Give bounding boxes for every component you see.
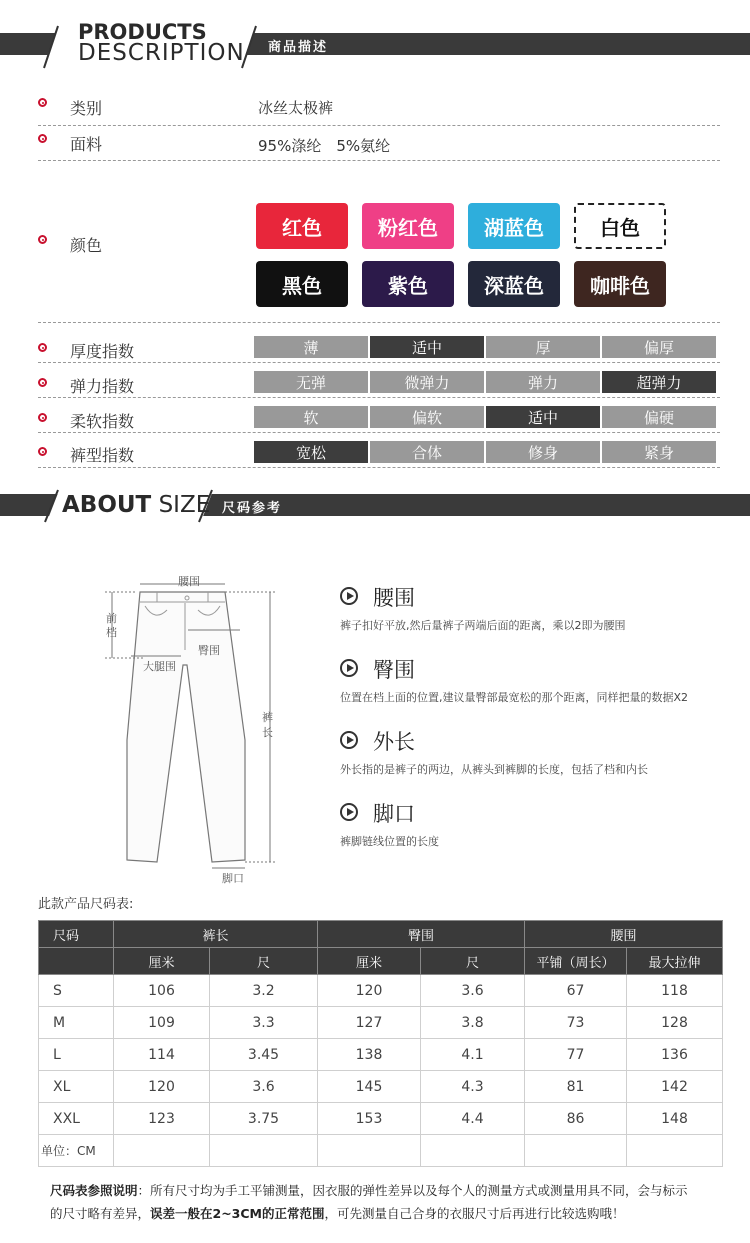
bullet-icon — [38, 343, 47, 352]
index-option: 厚 — [486, 336, 600, 358]
th-sub: 尺 — [421, 948, 525, 975]
divider — [38, 362, 720, 363]
note-text: 的尺寸略有差异， — [50, 1206, 151, 1221]
play-icon — [340, 803, 358, 821]
note-text: ，可先测量自己合身的衣服尺寸后再进行比较选购哦！ — [324, 1206, 625, 1221]
table-row — [39, 1039, 723, 1071]
index-option: 弹力 — [486, 371, 600, 393]
size-header-title-bold: ABOUT — [62, 492, 152, 518]
th-size: 尺码 — [39, 921, 114, 948]
table-row — [39, 1007, 723, 1039]
header-title-description: DESCRIPTION — [78, 40, 245, 66]
note-line-2 — [50, 1204, 625, 1222]
cell: 4.4 — [421, 1103, 525, 1135]
divider — [38, 160, 720, 161]
table-header-row — [39, 921, 723, 948]
cell: 4.3 — [421, 1071, 525, 1103]
cell: 77 — [525, 1039, 627, 1071]
index-bar — [254, 441, 716, 463]
cell: 3.6 — [210, 1071, 318, 1103]
table-row — [39, 975, 723, 1007]
cell: 73 — [525, 1007, 627, 1039]
th-hip: 臀围 — [318, 921, 525, 948]
color-swatch-white[interactable]: 白色 — [574, 203, 666, 249]
color-swatch-coffee[interactable]: 咖啡色 — [574, 261, 666, 307]
cell: 109 — [114, 1007, 210, 1039]
cell: 106 — [114, 975, 210, 1007]
index-label: 厚度指数 — [70, 342, 135, 361]
pants-label-rise: 前档 — [106, 612, 117, 639]
cell: 128 — [627, 1007, 723, 1039]
size-header-title — [62, 494, 210, 517]
header-title-products: PRODUCTS — [78, 20, 207, 44]
cell: 4.1 — [421, 1039, 525, 1071]
note-bold: 误差一般在2~3CM的正常范围 — [150, 1206, 325, 1221]
cell: 67 — [525, 975, 627, 1007]
cell: XXL — [39, 1103, 114, 1135]
index-option: 薄 — [254, 336, 368, 358]
bullet-icon — [38, 413, 47, 422]
table-caption: 此款产品尺码表: — [38, 897, 134, 912]
index-option: 偏软 — [370, 406, 484, 428]
pants-label-length: 裤长 — [262, 711, 273, 739]
cell: 3.2 — [210, 975, 318, 1007]
attr-label: 类别 — [70, 99, 103, 118]
bullet-icon — [38, 378, 47, 387]
table-row — [39, 1103, 723, 1135]
color-swatch-black[interactable]: 黑色 — [256, 261, 348, 307]
cell: 3.6 — [421, 975, 525, 1007]
color-swatch-pink[interactable]: 粉红色 — [362, 203, 454, 249]
cell: 120 — [114, 1071, 210, 1103]
cell: 123 — [114, 1103, 210, 1135]
cell — [318, 1135, 421, 1167]
table-subheader-row — [39, 948, 723, 975]
th-sub: 厘米 — [318, 948, 421, 975]
cell: 3.75 — [210, 1103, 318, 1135]
guide-title: 外长 — [373, 730, 415, 754]
note-line-1 — [50, 1181, 688, 1199]
pants-label-hip: 臀围 — [198, 644, 220, 657]
cell: 136 — [627, 1039, 723, 1071]
divider — [38, 125, 720, 126]
th-empty — [39, 948, 114, 975]
cell: 81 — [525, 1071, 627, 1103]
index-option: 软 — [254, 406, 368, 428]
size-table — [38, 920, 723, 1167]
note-bold: 尺码表参照说明 — [50, 1183, 138, 1198]
play-icon — [340, 659, 358, 677]
bullet-icon — [38, 98, 47, 107]
cell: 153 — [318, 1103, 421, 1135]
index-option: 适中 — [486, 406, 600, 428]
cell — [627, 1135, 723, 1167]
divider — [38, 397, 720, 398]
note-text: ：所有尺寸均为手工平铺测量，因衣服的弹性差异以及每个人的测量方式或测量用具不同，会与标示 — [137, 1183, 688, 1198]
attr-value: 95%涤纶 5%氨纶 — [258, 137, 391, 155]
th-waist: 腰围 — [525, 921, 723, 948]
guide-desc: 裤子扣好平放,然后量裤子两端后面的距离，乘以2即为腰围 — [340, 619, 626, 632]
cell: M — [39, 1007, 114, 1039]
guide-desc: 裤脚链线位置的长度 — [340, 835, 439, 848]
cell: 3.3 — [210, 1007, 318, 1039]
cell: 3.8 — [421, 1007, 525, 1039]
index-option: 偏厚 — [602, 336, 716, 358]
index-label: 裤型指数 — [70, 446, 135, 465]
index-option: 宽松 — [254, 441, 368, 463]
bullet-icon — [38, 235, 47, 244]
index-option: 紧身 — [602, 441, 716, 463]
bullet-icon — [38, 134, 47, 143]
guide-title: 脚口 — [373, 802, 415, 826]
header-subtitle: 商品描述 — [268, 40, 329, 55]
color-swatch-purple[interactable]: 紫色 — [362, 261, 454, 307]
cell: 142 — [627, 1071, 723, 1103]
index-bar — [254, 336, 716, 358]
th-sub: 尺 — [210, 948, 318, 975]
pants-label-thigh: 大腿围 — [143, 660, 176, 673]
index-option: 合体 — [370, 441, 484, 463]
pants-label-hem: 脚口 — [222, 872, 244, 885]
attr-value: 冰丝太极裤 — [258, 99, 334, 117]
cell — [525, 1135, 627, 1167]
cell: XL — [39, 1071, 114, 1103]
play-icon — [340, 731, 358, 749]
index-option: 无弹 — [254, 371, 368, 393]
th-length: 裤长 — [114, 921, 318, 948]
index-bar — [254, 406, 716, 428]
index-bar — [254, 371, 716, 393]
color-swatch-navy[interactable]: 深蓝色 — [468, 261, 560, 307]
index-option: 超弹力 — [602, 371, 716, 393]
bullet-icon — [38, 447, 47, 456]
cell: 127 — [318, 1007, 421, 1039]
cell: 138 — [318, 1039, 421, 1071]
th-sub: 最大拉伸 — [627, 948, 723, 975]
cell: S — [39, 975, 114, 1007]
attr-label: 颜色 — [70, 236, 103, 255]
cell — [421, 1135, 525, 1167]
divider — [38, 322, 720, 323]
color-swatch-red[interactable]: 红色 — [256, 203, 348, 249]
index-label: 柔软指数 — [70, 412, 135, 431]
divider — [38, 467, 720, 468]
cell: 148 — [627, 1103, 723, 1135]
cell: 118 — [627, 975, 723, 1007]
cell: L — [39, 1039, 114, 1071]
guide-desc: 外长指的是裤子的两边，从裤头到裤脚的长度，包括了档和内长 — [340, 763, 648, 776]
cell: 145 — [318, 1071, 421, 1103]
index-option: 修身 — [486, 441, 600, 463]
unit-cell: 单位：CM — [39, 1135, 114, 1167]
table-row — [39, 1071, 723, 1103]
index-label: 弹力指数 — [70, 377, 135, 396]
play-icon — [340, 587, 358, 605]
guide-title: 臀围 — [373, 658, 415, 682]
color-swatch-lake-blue[interactable]: 湖蓝色 — [468, 203, 560, 249]
size-header-title-light: SIZE — [158, 492, 211, 518]
attr-label: 面料 — [70, 135, 103, 154]
cell: 114 — [114, 1039, 210, 1071]
index-option: 适中 — [370, 336, 484, 358]
cell — [210, 1135, 318, 1167]
cell: 86 — [525, 1103, 627, 1135]
guide-title: 腰围 — [373, 586, 415, 610]
size-header-subtitle: 尺码参考 — [222, 501, 283, 516]
divider — [38, 432, 720, 433]
index-option: 偏硬 — [602, 406, 716, 428]
pants-label-waist: 腰围 — [178, 575, 200, 588]
cell — [114, 1135, 210, 1167]
table-unit-row — [39, 1135, 723, 1167]
th-sub: 厘米 — [114, 948, 210, 975]
cell: 3.45 — [210, 1039, 318, 1071]
guide-desc: 位置在档上面的位置,建议量臀部最宽松的那个距离，同样把量的数据X2 — [340, 691, 689, 704]
index-option: 微弹力 — [370, 371, 484, 393]
cell: 120 — [318, 975, 421, 1007]
th-sub: 平铺（周长） — [525, 948, 627, 975]
